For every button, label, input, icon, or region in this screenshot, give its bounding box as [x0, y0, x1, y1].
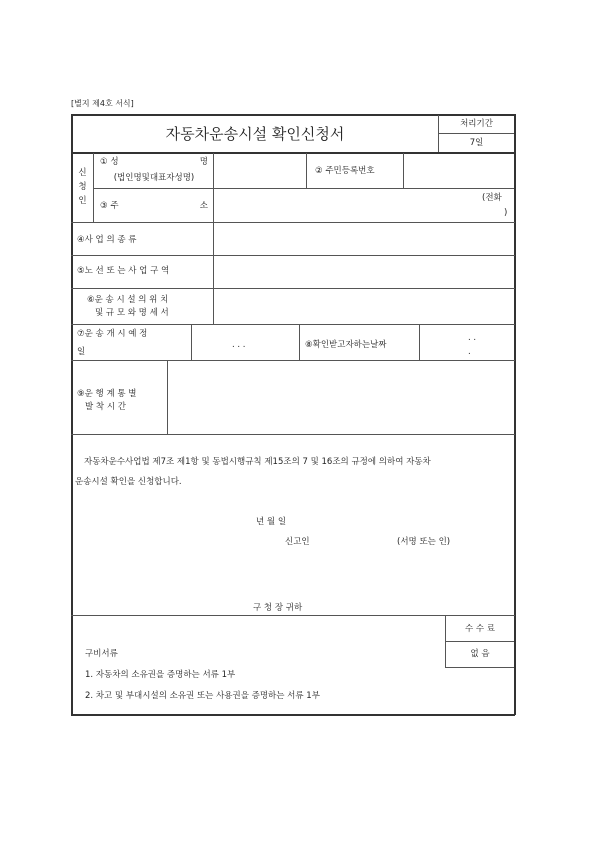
applicant-sign-label: 신고인 — [285, 537, 310, 547]
fee-value: 없 음 — [470, 649, 490, 659]
applicant-section-label: 신 청 인 — [78, 168, 87, 206]
frame-bottom — [71, 714, 515, 716]
row5-bottom — [71, 288, 515, 289]
start-date-label-2: 일 — [77, 347, 86, 357]
name-value-divider — [306, 153, 307, 189]
phone-close: ) — [504, 208, 508, 218]
documents-heading: 구비서류 — [85, 649, 118, 659]
confirm-date-value-1: . . — [468, 333, 477, 343]
schedule-label-1: ⑨운 행 계 통 별 — [77, 389, 137, 399]
row7-bottom — [71, 360, 515, 361]
title-bottom-line — [71, 152, 515, 154]
start-date-label-1: ⑦운 송 개 시 예 정 — [77, 329, 148, 339]
fee-mid-line — [445, 641, 514, 642]
start-date-value-divider — [299, 325, 300, 361]
row4-bottom — [71, 255, 515, 256]
form-number: [별지 제4호 서식] — [71, 99, 134, 108]
applicant-bottom-line — [71, 222, 515, 223]
schedule-divider — [167, 361, 168, 435]
start-date-divider — [191, 325, 192, 361]
id-number-label: ② 주민등록번호 — [315, 166, 375, 176]
confirm-date-value-2: . — [468, 347, 471, 357]
facility-label-2: 및 규 모 와 명 세 서 — [95, 308, 169, 318]
fee-bottom-line — [445, 667, 514, 668]
route-label: ⑤노 선 또 는 사 업 구 역 — [77, 266, 170, 276]
addressee: 구 청 장 귀하 — [253, 603, 303, 613]
document-item-1: 1. 자동차의 소유권을 증명하는 서류 1부 — [85, 670, 236, 680]
name-label: ① 성 명 — [100, 157, 208, 167]
processing-value: 7일 — [469, 138, 484, 148]
schedule-label-2: 발 착 시 간 — [85, 402, 126, 412]
processing-divider — [438, 133, 514, 134]
start-date-value: . . . — [232, 340, 246, 350]
processing-label: 처리기간 — [460, 119, 493, 129]
page-title: 자동차운송시설 확인신청서 — [165, 125, 345, 143]
address-label: ③ 주 소 — [100, 201, 208, 211]
statement-bottom — [71, 615, 515, 616]
id-value-divider — [403, 153, 404, 189]
row6-bottom — [71, 324, 515, 325]
confirm-date-divider — [419, 325, 420, 361]
frame-top — [71, 114, 515, 116]
frame-right — [514, 114, 516, 715]
document-item-2: 2. 차고 및 부대시설의 소유권 또는 사용권을 증명하는 서류 1부 — [85, 691, 320, 701]
rows-4-6-divider — [213, 223, 214, 325]
fee-label: 수 수 료 — [464, 624, 496, 634]
sign-note: (서명 또는 인) — [397, 537, 451, 547]
statement-line-2: 운송시설 확인을 신청합니다. — [75, 477, 182, 487]
name-row-bottom — [93, 188, 514, 189]
business-type-label: ④사 업 의 종 류 — [77, 235, 137, 245]
statement-line-1: 자동차운수사업법 제7조 제1항 및 동법시행규칙 제15조의 7 및 16조의 규정에 의하여 자동차 — [84, 457, 431, 467]
date-line: 년 월 일 — [256, 517, 287, 527]
facility-label-1: ⑥운 송 시 설 의 위 치 — [87, 295, 169, 305]
name-sublabel: (법인명및대표자성명) — [113, 173, 195, 183]
phone-open: (전화 — [482, 193, 502, 203]
confirm-date-label: ⑧확인받고자하는날짜 — [305, 340, 387, 350]
row9-bottom — [71, 434, 515, 435]
